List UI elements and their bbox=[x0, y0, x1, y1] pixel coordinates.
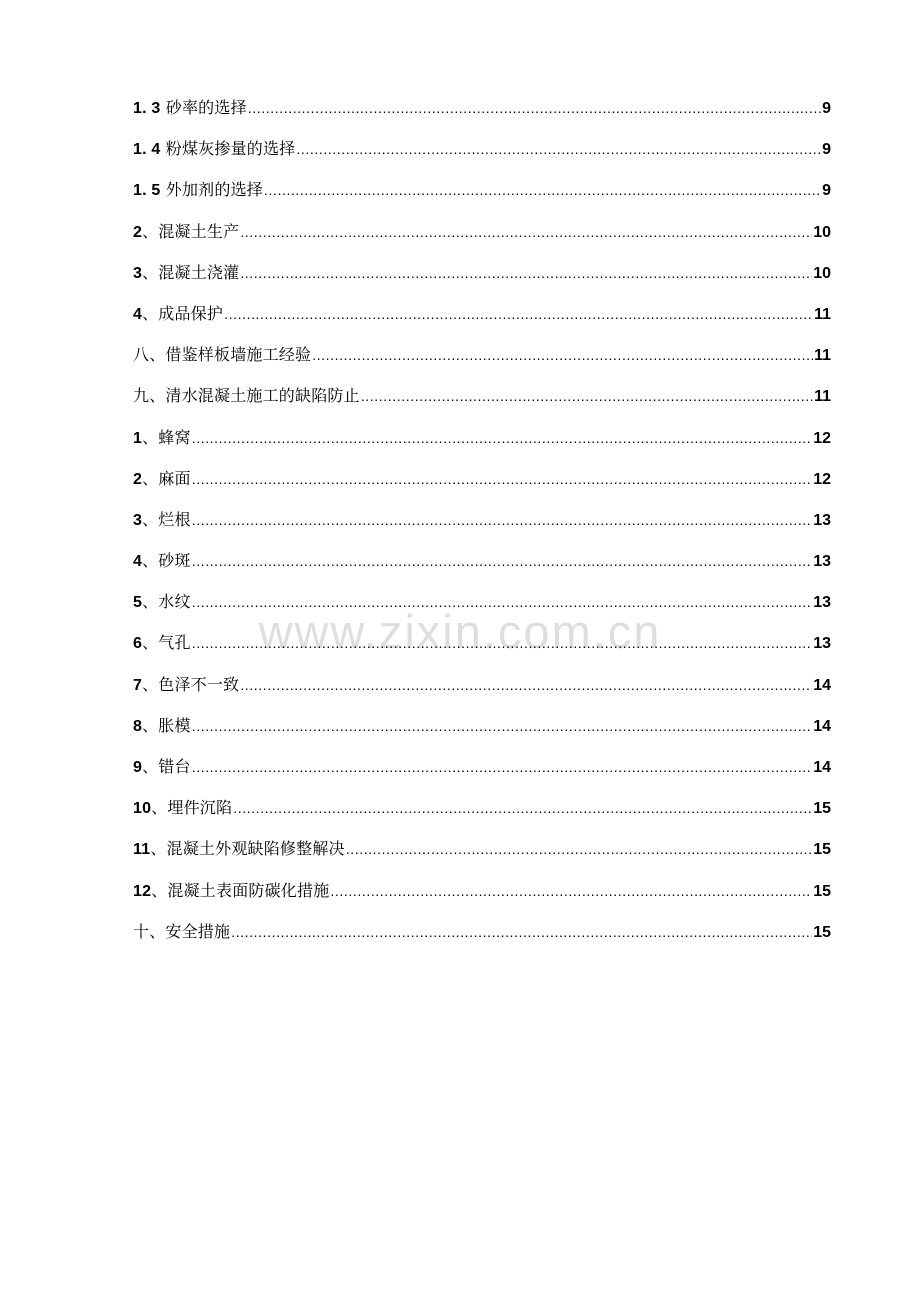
toc-page-number: 9 bbox=[822, 141, 831, 159]
toc-entry[interactable] bbox=[133, 424, 831, 465]
toc-entry-title bbox=[133, 218, 239, 247]
toc-entry-title bbox=[133, 94, 247, 123]
toc-entry-text: 、麻面 bbox=[142, 468, 191, 488]
toc-entry[interactable] bbox=[133, 300, 831, 341]
toc-entry-number: 12 bbox=[133, 882, 152, 900]
toc-entry-number: 1. 4 bbox=[133, 141, 161, 159]
toc-page-number: 15 bbox=[813, 923, 831, 941]
toc-dot-leader bbox=[248, 94, 821, 122]
toc-entry-title bbox=[133, 341, 311, 369]
toc-entry-title bbox=[133, 629, 191, 658]
toc-page-number: 11 bbox=[814, 347, 831, 365]
toc-page-number: 9 bbox=[822, 182, 831, 200]
toc-entry-text: 八、借鉴样板墙施工经验 bbox=[133, 345, 312, 365]
toc-entry[interactable] bbox=[133, 794, 831, 835]
toc-entry-title bbox=[133, 712, 191, 741]
toc-page-number: 13 bbox=[813, 594, 831, 612]
toc-dot-leader bbox=[231, 918, 812, 946]
toc-page-number: 9 bbox=[822, 100, 831, 117]
toc-entry-text: 、砂斑 bbox=[142, 551, 191, 571]
toc-entry-title bbox=[133, 382, 360, 410]
toc-dot-leader bbox=[233, 794, 812, 822]
toc-dot-leader bbox=[361, 382, 813, 410]
toc-entry-text: 、水纹 bbox=[142, 592, 191, 612]
toc-dot-leader bbox=[192, 547, 812, 575]
toc-entry-number: 4 bbox=[133, 553, 143, 571]
toc-dot-leader bbox=[312, 341, 813, 369]
toc-dot-leader bbox=[192, 753, 812, 781]
toc-entry-text: 、烂根 bbox=[142, 509, 191, 529]
toc-entry-title bbox=[133, 259, 239, 288]
toc-dot-leader bbox=[224, 300, 813, 328]
toc-entry-title bbox=[133, 794, 232, 823]
toc-dot-leader bbox=[192, 629, 812, 657]
toc-page-number: 11 bbox=[814, 305, 831, 323]
toc-page-number: 15 bbox=[813, 882, 831, 900]
toc-entry-number: 6 bbox=[133, 635, 143, 653]
toc-dot-leader bbox=[192, 506, 812, 534]
toc-entry[interactable] bbox=[133, 877, 831, 918]
toc-page-number: 11 bbox=[814, 388, 831, 406]
toc-dot-leader bbox=[346, 835, 812, 863]
toc-entry[interactable] bbox=[133, 671, 831, 712]
toc-entry-number: 3 bbox=[133, 264, 143, 282]
toc-page-number: 15 bbox=[813, 800, 831, 818]
toc-dot-leader bbox=[240, 218, 812, 246]
toc-entry-text: 、成品保护 bbox=[142, 303, 224, 323]
toc-entry[interactable] bbox=[133, 259, 831, 300]
toc-entry-text: 、气孔 bbox=[142, 633, 191, 653]
toc-dot-leader bbox=[240, 671, 812, 699]
toc-entry[interactable] bbox=[133, 176, 831, 217]
toc-entry[interactable] bbox=[133, 218, 831, 259]
toc-page-number: 13 bbox=[813, 635, 831, 653]
toc-entry-title bbox=[133, 547, 191, 576]
toc-entry-title bbox=[133, 877, 329, 906]
toc-entry[interactable] bbox=[133, 94, 831, 135]
toc-entry[interactable] bbox=[133, 382, 831, 423]
toc-page-number: 14 bbox=[813, 717, 831, 735]
toc-dot-leader bbox=[192, 465, 812, 493]
toc-entry-title bbox=[133, 588, 191, 617]
toc-entry-text: 、混凝土外观缺陷修整解决 bbox=[150, 839, 345, 859]
toc-page-number: 12 bbox=[813, 429, 831, 447]
toc-entry-number: 3 bbox=[133, 511, 143, 529]
toc-entry[interactable] bbox=[133, 588, 831, 629]
toc-entry-number: 1 bbox=[133, 429, 143, 447]
toc-entry-title bbox=[133, 300, 223, 329]
toc-entry-text: 外加剂的选择 bbox=[160, 180, 263, 200]
toc-entry[interactable] bbox=[133, 918, 831, 959]
toc-entry-text: 九、清水混凝土施工的缺陷防止 bbox=[133, 386, 360, 406]
toc-entry[interactable] bbox=[133, 547, 831, 588]
toc-entry-text: 砂率的选择 bbox=[160, 98, 247, 117]
toc-entry-number: 2 bbox=[133, 470, 143, 488]
toc-entry-text: 十、安全措施 bbox=[133, 921, 231, 941]
toc-page-number: 10 bbox=[813, 264, 831, 282]
toc-dot-leader bbox=[296, 135, 821, 163]
toc-entry[interactable] bbox=[133, 629, 831, 670]
toc-entry-text: 、蜂窝 bbox=[142, 427, 191, 447]
toc-page-number: 10 bbox=[813, 223, 831, 241]
toc-entry-number: 11 bbox=[133, 841, 151, 859]
toc-entry[interactable] bbox=[133, 506, 831, 547]
toc-entry-text: 、色泽不一致 bbox=[142, 674, 240, 694]
toc-entry[interactable] bbox=[133, 753, 831, 794]
toc-page-number: 14 bbox=[813, 759, 831, 776]
toc-page-number: 14 bbox=[813, 676, 831, 694]
toc-page-number: 13 bbox=[813, 553, 831, 571]
toc-dot-leader bbox=[192, 588, 812, 616]
toc-entry-number: 7 bbox=[133, 676, 143, 694]
toc-entry-text: 、胀模 bbox=[142, 715, 191, 735]
toc-entry-text: 、混凝土浇灌 bbox=[142, 262, 240, 282]
toc-entry-title bbox=[133, 918, 230, 946]
toc-entry-number: 10 bbox=[133, 800, 152, 818]
toc-page-number: 13 bbox=[813, 511, 831, 529]
toc-entry[interactable] bbox=[133, 341, 831, 382]
toc-entry-text: 、混凝土生产 bbox=[142, 221, 240, 241]
toc-dot-leader bbox=[330, 877, 812, 905]
toc-entry-title bbox=[133, 753, 191, 782]
toc-page-number: 12 bbox=[813, 470, 831, 488]
toc-entry-title bbox=[133, 424, 191, 453]
toc-dot-leader bbox=[264, 176, 821, 204]
toc-entry[interactable] bbox=[133, 135, 831, 176]
toc-entry-title bbox=[133, 135, 295, 164]
watermark: www.zixin.com.cn bbox=[258, 605, 662, 658]
toc-entry[interactable] bbox=[133, 835, 831, 876]
toc-entry-title bbox=[133, 835, 345, 864]
toc-dot-leader bbox=[240, 259, 812, 287]
toc-entry-title bbox=[133, 176, 263, 205]
toc-dot-leader bbox=[192, 424, 812, 452]
toc-entry-number: 9 bbox=[133, 759, 143, 776]
toc-entry-text: 、埋件沉陷 bbox=[151, 798, 233, 818]
toc-entry-number: 4 bbox=[133, 305, 143, 323]
toc-page-number: 15 bbox=[813, 841, 831, 859]
toc-entry[interactable] bbox=[133, 465, 831, 506]
toc-entry[interactable] bbox=[133, 712, 831, 753]
toc-entry-title bbox=[133, 671, 239, 700]
toc-entry-title bbox=[133, 465, 191, 494]
toc-entry-number: 2 bbox=[133, 223, 143, 241]
toc-entry-text: 、混凝土表面防碳化措施 bbox=[151, 880, 330, 900]
toc-entry-number: 5 bbox=[133, 594, 143, 612]
toc-entry-text: 粉煤灰掺量的选择 bbox=[160, 139, 296, 159]
toc-entry-title bbox=[133, 506, 191, 535]
table-of-contents bbox=[133, 94, 831, 959]
toc-entry-text: 、错台 bbox=[142, 757, 191, 776]
toc-dot-leader bbox=[192, 712, 812, 740]
toc-entry-number: 8 bbox=[133, 717, 143, 735]
toc-entry-number: 1. 3 bbox=[133, 100, 161, 117]
toc-entry-number: 1. 5 bbox=[133, 182, 161, 200]
